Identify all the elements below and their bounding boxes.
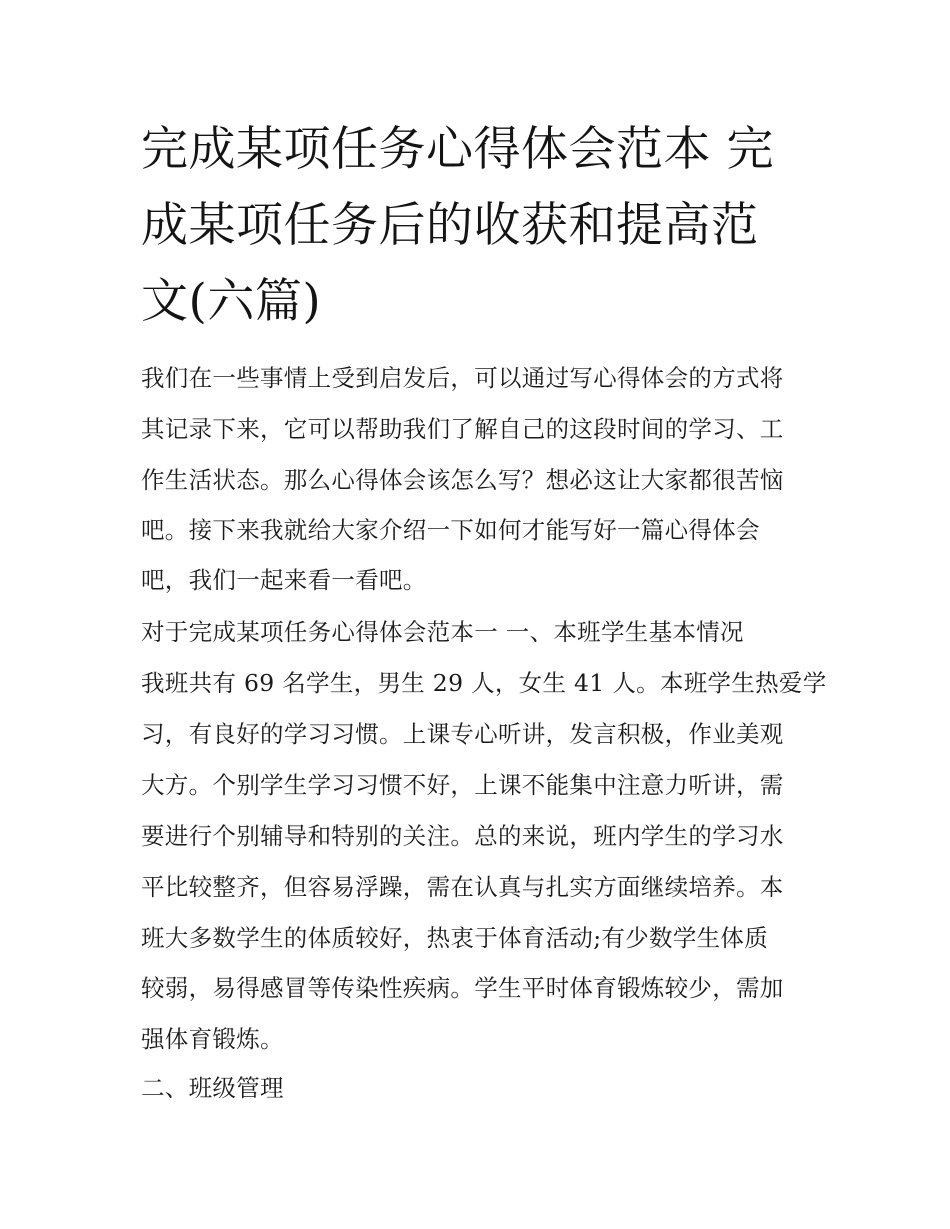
section-1-line-7: 较弱，易得感冒等传染性疾病。学生平时体育锻炼较少，需加: [141, 974, 784, 1002]
section-1-line-3: 大方。个别学生学习习惯不好，上课不能集中注意力听讲，需: [141, 771, 784, 799]
section-1-line-4: 要进行个别辅导和特别的关注。总的来说，班内学生的学习水: [141, 822, 784, 850]
intro-line-3: 作生活状态。那么心得体会该怎么写？想必这让大家都很苦恼: [141, 466, 784, 494]
section-2-heading: 二、班级管理: [141, 1074, 284, 1102]
section-1-heading: 对于完成某项任务心得体会范本一 一、本班学生基本情况: [141, 618, 744, 646]
intro-line-2: 其记录下来，它可以帮助我们了解自己的这段时间的学习、工: [141, 415, 784, 443]
section-1-line-2: 习，有良好的学习习惯。上课专心听讲，发言积极，作业美观: [141, 720, 784, 748]
intro-line-4: 吧。接下来我就给大家介绍一下如何才能写好一篇心得体会: [141, 516, 760, 544]
title-line-2: 成某项任务后的收获和提高范: [141, 198, 759, 253]
document-title: [141, 112, 821, 340]
section-1-line-1: 我班共有 69 名学生，男生 29 人，女生 41 人。本班学生热爱学: [141, 669, 827, 697]
title-line-3: 文(六篇): [141, 274, 322, 329]
section-1-line-5: 平比较整齐，但容易浮躁，需在认真与扎实方面继续培养。本: [141, 873, 784, 901]
title-line-1: 完成某项任务心得体会范本 完: [141, 122, 774, 177]
intro-line-1: 我们在一些事情上受到启发后，可以通过写心得体会的方式将: [141, 364, 784, 392]
section-1-line-6: 班大多数学生的体质较好，热衷于体育活动;有少数学生体质: [141, 924, 769, 952]
intro-line-5: 吧，我们一起来看一看吧。: [141, 566, 427, 594]
section-1-line-8: 强体育锻炼。: [141, 1025, 284, 1053]
